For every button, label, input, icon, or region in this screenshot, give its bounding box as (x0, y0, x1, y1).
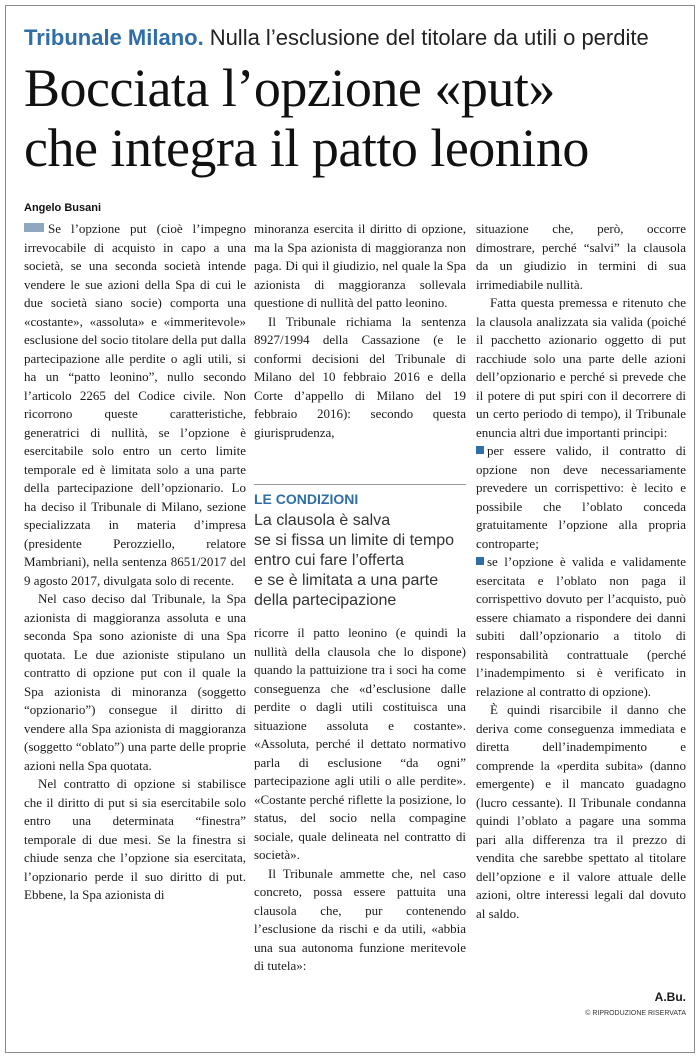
copyright-notice: © RIPRODUZIONE RISERVATA (585, 1010, 686, 1017)
column-1 (24, 220, 246, 1040)
box-line: se si fissa un limite di tempo (254, 532, 455, 549)
paragraph: Il Tribunale richiama la sentenza 8927/1994 della Cassazione (e le conformi decisioni del Tribunale di Milano del 10 febbraio 2016 e della Corte d’appello di Milano del 19 febbraio 2016): secondo questa giurisprudenza, (254, 313, 466, 440)
paragraph: Il Tribunale ammette che, nel caso concreto, possa essere pattuita una clausola che, pur contenendo l’esclusione da rischi e da utili, «abbia una sua autonoma funzione meritevole di tutela»: (254, 865, 466, 973)
bullet-square-icon (476, 557, 484, 565)
article-page (5, 5, 695, 1053)
paragraph: È quindi risarcibile il danno che deriva come conseguenza immediata e diretta dell’inadempimento e comprende la «perdita subita» (danno emergente) e il mancato guadagno (lucro cessante). Il Tribunale condanna quindi l’oblato a pagare una somma pari alla differenza tra il prezzo di vendita che sarebbe spettato al titolare dell’opzione e il valore attuale delle azioni, oltre interessi legali dal dovuto al saldo. (476, 702, 686, 921)
box-title: LE CONDIZIONI (254, 491, 359, 507)
bullet-text: se l’opzione è valida e validamente esercitata e l’oblato non paga il corrispettivo dovuto per l’acquisto, può essere chiamato a rispondere dei danni subiti dall’opzionario a titolo di responsabilità contrattuale (perché l’inadempimento si è verificato in relazione al contratto di opzione). (476, 554, 686, 699)
paragraph: Nel contratto di opzione si stabilisce che il diritto di put si sia esercitabile solo entro una determinata “finestra” temporale di due mesi. Se la finestra si chiude senza che l’opzione sia esercitata, l’opzionario perde il suo diritto di put. Ebbene, la Spa azionista di (24, 776, 246, 902)
headline-line-2: che integra il patto leonino (24, 118, 589, 178)
paragraph: situazione che, però, occorre dimostrare, perché “salvi” la clausola da un giudizio in termini di sua irrimediabile nullità. (476, 221, 686, 292)
bullet-item (476, 553, 686, 701)
box-line: e se è limitata a una parte (254, 572, 439, 589)
column-2-bottom (254, 624, 466, 1040)
kicker-label: Tribunale Milano. (24, 25, 204, 50)
bullet-square-icon (476, 446, 484, 454)
paragraph: minoranza esercita il diritto di opzione, ma la Spa azionista di maggioranza non paga. Di qui il giudizio, nel quale la Spa azionista di maggioranza sollevala questione di nullità del patto leonino. (254, 221, 466, 310)
paragraph: Fatta questa premessa e ritenuto che la clausola analizzata sia valida (poiché il pacchetto azionario oggetto di put racchiude solo una parte delle azioni dell’opzionario e perché si prevede che il potere di put spiri con il decorrere di un certo periodo di tempo), il Tribunale enuncia altri due importanti principi: (476, 295, 686, 440)
column-3 (476, 220, 686, 990)
signature: A.Bu. (654, 990, 686, 1004)
conditions-box (254, 484, 466, 621)
paragraph: Nel caso deciso dal Tribunale, la Spa azionista di maggioranza assoluta e una seconda Spa sono azioniste di una Spa quotata. Le due azioniste stipulano un contratto di opzione put con il quale la Spa azionista di minoranza (soggetto “opzionario”) consegue il diritto di vendere alla Spa azionista di maggioranza (soggetto “oblato”) una parte delle proprie azioni nella Spa quotata. (24, 591, 246, 773)
paragraph: Se l’opzione put (cioè l’impegno irrevocabile di acquisto in capo a una società, se una seconda società intende vendere le sue azioni della Spa di cui le due società siano socie) comporta una «costante», «assoluta» e «immeritevole» esclusione del socio titolare della put dalla partecipazione alle perdite o agli utili, si ha un “patto leonino”, nullo secondo l’articolo 2265 del Codice civile. Non ricorrono queste caratteristiche, generatrici di nullità, se l’opzione è esercitabile solo entro un certo limite temporale ed è limitata solo a una parte della partecipazione dell’opzionario. Lo ha deciso il Tribunale di Milano, sezione specializzata in materia d’impresa (presidente Perozziello, relatore Mambriani), nella sentenza 8651/2017 del 9 agosto 2017, divulgata solo di recente. (24, 220, 246, 590)
bullet-text: per essere valido, il contratto di opzione non deve necessariamente prevedere un corrispettivo: è lecito e possibile che l’oblato conceda gratuitamente l’opzione alla propria controparte; (476, 443, 686, 551)
headline (24, 58, 684, 178)
headline-line-1: Bocciata l’opzione «put» (24, 58, 555, 118)
kicker-text: Nulla l’esclusione del titolare da utili o perdite (209, 25, 649, 50)
bullet-item (476, 442, 686, 553)
box-line: La clausola è salva (254, 512, 391, 529)
paragraph: ricorre il patto leonino (e quindi la nullità della clausola che lo dispone) quando la pattuizione tra i soci ha come conseguenza che «d’esclusione dalle perdite o dagli utili costituisca una situazione assoluta e costante». «Assoluta, perché il dettato normativo parla di esclusione “da ogni” partecipazione agli utili o alle perdite». «Costante perché riflette la posizione, lo status, del socio nella compagine sociale, quale delineata nel contratto di società». (254, 625, 466, 862)
kicker (24, 24, 686, 52)
box-line: entro cui fare l’offerta (254, 552, 405, 569)
author-byline: Angelo Busani (24, 202, 102, 214)
box-line: della partecipazione (254, 592, 397, 609)
column-2-top (254, 220, 466, 478)
